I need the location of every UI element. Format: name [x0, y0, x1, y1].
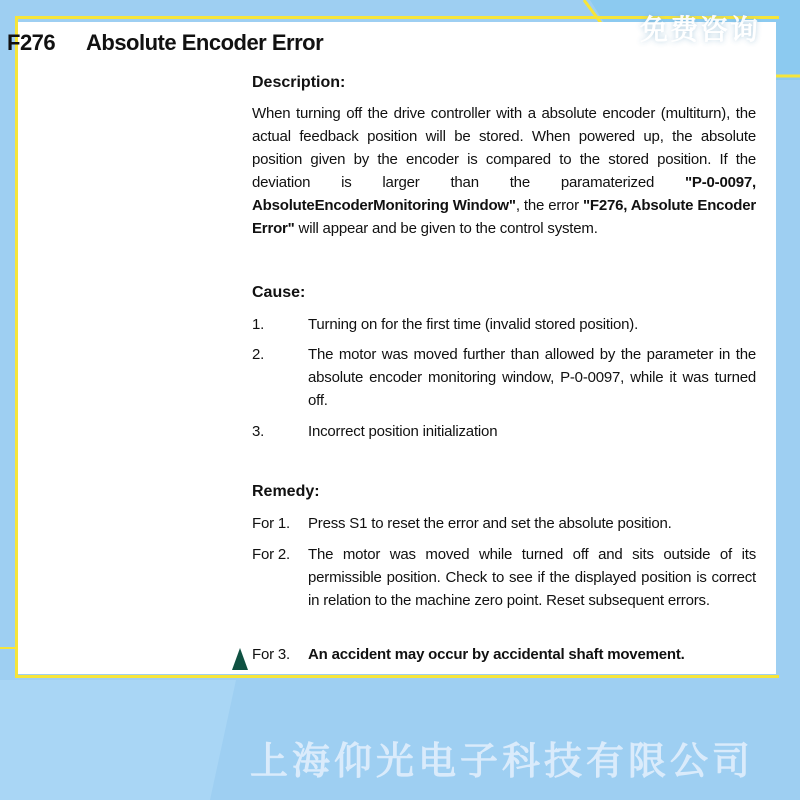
remedy-item-text — [308, 643, 756, 666]
bottom-left-panel — [0, 680, 236, 800]
description-part-5: will appear and be given to the control system. — [294, 220, 598, 237]
document-page — [7, 22, 776, 674]
description-text — [252, 102, 756, 240]
green-triangle-marker — [232, 648, 248, 670]
error-title: Absolute Encoder Error — [86, 30, 324, 55]
remedy-item-number: For 3. — [252, 646, 290, 663]
description-part-1: When turning off the drive controller with a absolute encoder (multiturn), the actual feedback position will be stored. When powered up, the absolute position given by the encoder is compared to the stored position. If the deviation is larger than the paramaterized — [252, 105, 756, 191]
description-part-2: "P-0-0097, AbsoluteEncoderMonitoring Window" — [252, 174, 756, 214]
cause-item-number: 1. — [252, 316, 265, 333]
remedy-item-text: The motor was moved while turned off and sits outside of its permissible position. Check to see if the displayed position is correct in relation to the machine zero point. Reset subsequent errors. — [308, 546, 756, 609]
remedy-item-number: For 2. — [252, 546, 290, 563]
cause-heading: Cause: — [252, 284, 306, 301]
company-watermark: 上海仰光电子科技有限公司 — [250, 741, 755, 783]
description-heading: Description: — [252, 74, 346, 91]
remedy-warning-text: An accident may occur by accidental shaft movement. — [308, 646, 685, 663]
description-part-3: , the error — [515, 197, 583, 214]
remedy-item-text: Press S1 to reset the error and set the absolute position. — [308, 515, 672, 532]
cause-item-text: The motor was moved further than allowed by the parameter in the absolute encoder monitoring window, P-0-0097, while it was turned off. — [308, 346, 756, 409]
cause-item-text: Incorrect position initialization — [308, 423, 498, 440]
free-consultation-label[interactable]: 免费咨询 — [640, 14, 761, 45]
cause-item-number: 3. — [252, 423, 265, 440]
cause-item-text: Turning on for the first time (invalid stored position). — [308, 316, 639, 333]
error-code: F276 — [7, 30, 56, 55]
description-part-4: "F276, Absolute Encoder Error" — [252, 197, 757, 237]
cause-item-number: 2. — [252, 346, 265, 363]
remedy-heading: Remedy: — [252, 483, 320, 500]
remedy-item-number: For 1. — [252, 515, 290, 532]
